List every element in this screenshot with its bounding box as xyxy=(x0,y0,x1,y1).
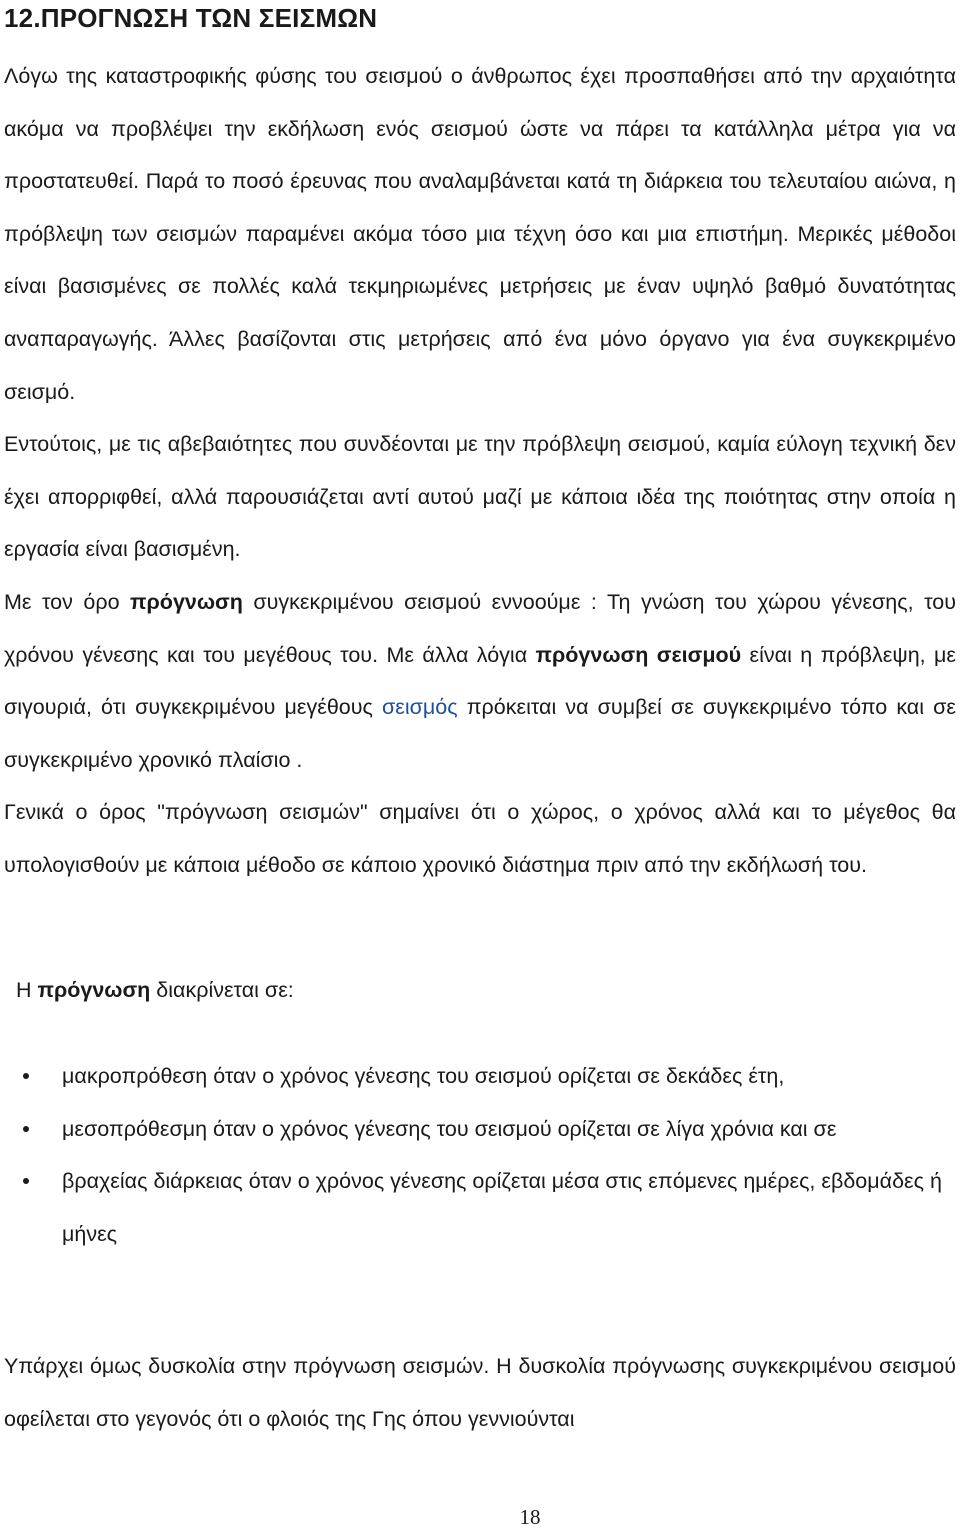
definition-text: Με τον όρο xyxy=(4,589,131,614)
term-earthquake-prognosis: πρόγνωση σεισμού xyxy=(535,642,742,667)
bullet-icon xyxy=(23,1073,29,1079)
body-text xyxy=(4,50,956,892)
paragraph-general-term: Γενικά ο όρος "πρόγνωση σεισμών" σημαίνει ότι ο χώρος, ο χρόνος αλλά και το μέγεθος θα υπολογισθούν με κάποια μέθοδο σε κάποιο χρονικό διάστημα πριν από την εκδήλωσή του. xyxy=(4,800,956,877)
list-item-text: βραχείας διάρκειας όταν ο χρόνος γένεσης ορίζεται μέσα στις επόμενες ημέρες, εβδομάδες ή μήνες xyxy=(62,1169,942,1246)
list-item xyxy=(0,1103,956,1156)
bullet-icon xyxy=(23,1178,29,1184)
definition-text: πρόκειται να συμβεί σε συγκεκριμένο τόπο και σε συγκεκριμένο χρονικό πλαίσιο . xyxy=(4,695,956,772)
intro-text: διακρίνεται σε: xyxy=(150,978,294,1002)
list-item xyxy=(0,1050,956,1103)
list-item-text: μεσοπρόθεσμη όταν ο χρόνος γένεσης του σεισμού ορίζεται σε λίγα χρόνια και σε xyxy=(62,1116,837,1141)
definition-text: είναι η πρόβλεψη, με σιγουριά, ότι συγκεκριμένου μεγέθους xyxy=(4,642,957,720)
classification-intro xyxy=(16,970,294,1010)
paragraph-uncertainty: Εντούτοις, με τις αβεβαιότητες που συνδέονται με την πρόβλεψη σεισμού, καμία εύλογη τεχνική δεν έχει απορριφθεί, αλλά παρουσιάζεται αντί αυτού μαζί με κάποια ιδέα της ποιότητας στην οποία η εργασία είναι βασισμένη. xyxy=(4,432,956,562)
earthquake-link[interactable]: σεισμός xyxy=(381,695,458,720)
paragraph-definition xyxy=(4,576,956,786)
list-item xyxy=(0,1155,956,1260)
page-number: 18 xyxy=(519,1505,541,1529)
page-title: 12.ΠΡΟΓΝΩΣΗ ΤΩΝ ΣΕΙΣΜΩΝ xyxy=(4,3,378,33)
intro-text: Η xyxy=(16,978,38,1002)
paragraph-intro: Λόγω της καταστροφικής φύσης του σεισμού ο άνθρωπος έχει προσπαθήσει από την αρχαιότητα ακόμα να προβλέψει την εκδήλωση ενός σεισμού ώστε να πάρει τα κατάλληλα μέτρα για να προστατευθεί. Παρά το ποσό έρευνας που αναλαμβάνεται κατά τη διάρκεια του τελευταίου αιώνα, η πρόβλεψη των σεισμών παραμένει ακόμα τόσο μια τέχνη όσο και μια επιστήμη. Μερικές μέθοδοι είναι βασισμένες σε πολλές καλά τεκμηριωμένες μετρήσεις με έναν υψηλό βαθμό δυνατότητας αναπαραγωγής. Άλλες βασίζονται στις μετρήσεις από ένα μόνο όργανο για ένα συγκεκριμένο σεισμό. xyxy=(4,64,956,404)
list-item-text: μακροπρόθεση όταν ο χρόνος γένεσης του σεισμού ορίζεται σε δεκάδες έτη, xyxy=(62,1064,785,1088)
paragraph-difficulty: Υπάρχει όμως δυσκολία στην πρόγνωση σεισμών. Η δυσκολία πρόγνωσης συγκεκριμένου σεισμού οφείλεται στο γεγονός ότι ο φλοιός της Γης όπου γεννιούνται xyxy=(4,1354,956,1431)
prognosis-types-list xyxy=(0,1050,956,1260)
term-prognosis: πρόγνωση xyxy=(37,978,151,1002)
bullet-icon xyxy=(23,1126,29,1132)
term-prognosis: πρόγνωση xyxy=(130,589,243,614)
definition-text: συγκεκριμένου σεισμού εννοούμε : Τη γνώση του χώρου γένεσης, του χρόνου γένεσης και του μεγέθους του. Με άλλα λόγια xyxy=(4,589,956,667)
